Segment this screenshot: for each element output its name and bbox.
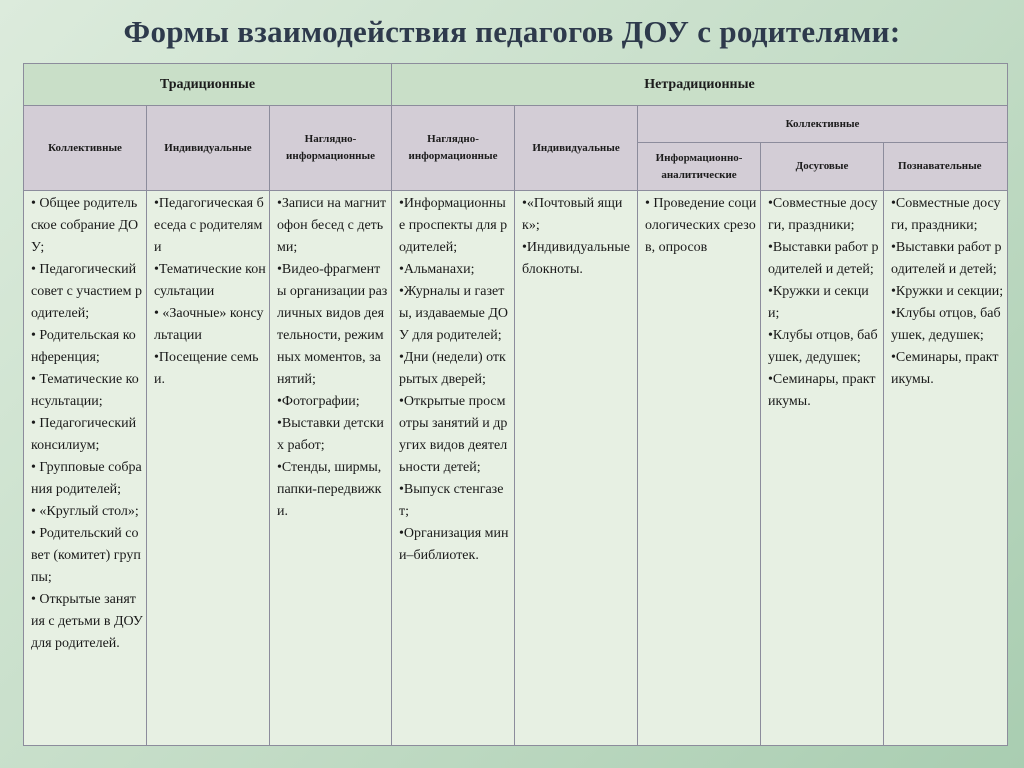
column-trad-collective (24, 191, 147, 746)
list-item: •Выпуск стенгазет; (399, 482, 504, 519)
column-non-visual (392, 191, 515, 746)
header-trad-individual: Индивидуальные (147, 106, 270, 191)
list-item: •Клубы отцов, бабушек, дедушек; (768, 328, 878, 365)
list-item: •«Почтовый ящик»; (522, 196, 623, 233)
header-trad-visual: Наглядно-информационные (270, 106, 392, 191)
list-item: •Организация мини–библиотек. (399, 526, 509, 563)
header-traditional: Традиционные (24, 64, 392, 106)
forms-table (23, 63, 1008, 746)
list-item: • Групповые собрания родителей; (31, 460, 142, 497)
list-item: •Дни (недели) открытых дверей; (399, 350, 506, 387)
list-item: • Педагогический совет с участием родителей; (31, 262, 142, 321)
list-item: •Видео-фрагменты организации различных видов деятельности, режимных моментов, занятий; (277, 262, 388, 387)
header-non-traditional: Нетрадиционные (392, 64, 1008, 106)
list-item: • Родительская конференция; (31, 328, 136, 365)
column-cognitive (884, 191, 1008, 746)
list-item: •Индивидуальные блокноты. (522, 240, 630, 277)
list-item: •Выставки детских работ; (277, 416, 384, 453)
column-non-individual (515, 191, 638, 746)
page-title: Формы взаимодействия педагогов ДОУ с родителями: (123, 14, 901, 49)
list-item: •Альманахи; (399, 262, 475, 277)
column-trad-individual (147, 191, 270, 746)
list-item: •Педагогическая беседа с родителями (154, 196, 264, 255)
list-item: • Открытые занятия с детьми в ДОУ для родителей. (31, 592, 143, 651)
column-leisure (761, 191, 884, 746)
list-item: •Фотографии; (277, 394, 360, 409)
list-item: •Совместные досуги, праздники; (768, 196, 878, 233)
header-non-collective: Коллективные (638, 106, 1008, 143)
list-item: •Открытые просмотры занятий и других видов деятельности детей; (399, 394, 508, 475)
list-item: •Кружки и секции; (891, 284, 1004, 299)
column-info-analytic (638, 191, 761, 746)
list-item: •Тематические консультации (154, 262, 266, 299)
list-item: •Семинары, практикумы. (768, 372, 876, 409)
column-trad-visual (270, 191, 392, 746)
list-item: • Тематические консультации; (31, 372, 139, 409)
list-item: •Выставки работ родителей и детей; (768, 240, 879, 277)
list-item: •Стенды, ширмы, папки-передвижки. (277, 460, 382, 519)
header-non-individual: Индивидуальные (515, 106, 638, 191)
list-item: • Педагогический консилиум; (31, 416, 137, 453)
list-item: •Семинары, практикумы. (891, 350, 999, 387)
list-item: •Журналы и газеты, издаваемые ДОУ для родителей; (399, 284, 509, 343)
header-trad-collective: Коллективные (24, 106, 147, 191)
list-item: •Информационные проспекты для родителей; (399, 196, 508, 255)
list-item: •Клубы отцов, бабушек, дедушек; (891, 306, 1001, 343)
header-info-analytic: Информационно-аналитические (638, 143, 761, 191)
list-item: • «Заочные» консультации (154, 306, 264, 343)
header-non-visual: Наглядно-информационные (392, 106, 515, 191)
list-item: • «Круглый стол»; (31, 504, 139, 519)
header-leisure: Досуговые (761, 143, 884, 191)
list-item: • Проведение социологических срезов, опросов (645, 196, 757, 255)
list-item: •Кружки и секции; (768, 284, 869, 321)
list-item: • Родительский совет (комитет) группы; (31, 526, 141, 585)
list-item: •Выставки работ родителей и детей; (891, 240, 1002, 277)
list-item: •Посещение семьи. (154, 350, 259, 387)
list-item: •Записи на магнитофон бесед с детьми; (277, 196, 387, 255)
header-cognitive: Познавательные (884, 143, 1008, 191)
list-item: •Совместные досуги, праздники; (891, 196, 1001, 233)
list-item: • Общее родительское собрание ДОУ; (31, 196, 139, 255)
